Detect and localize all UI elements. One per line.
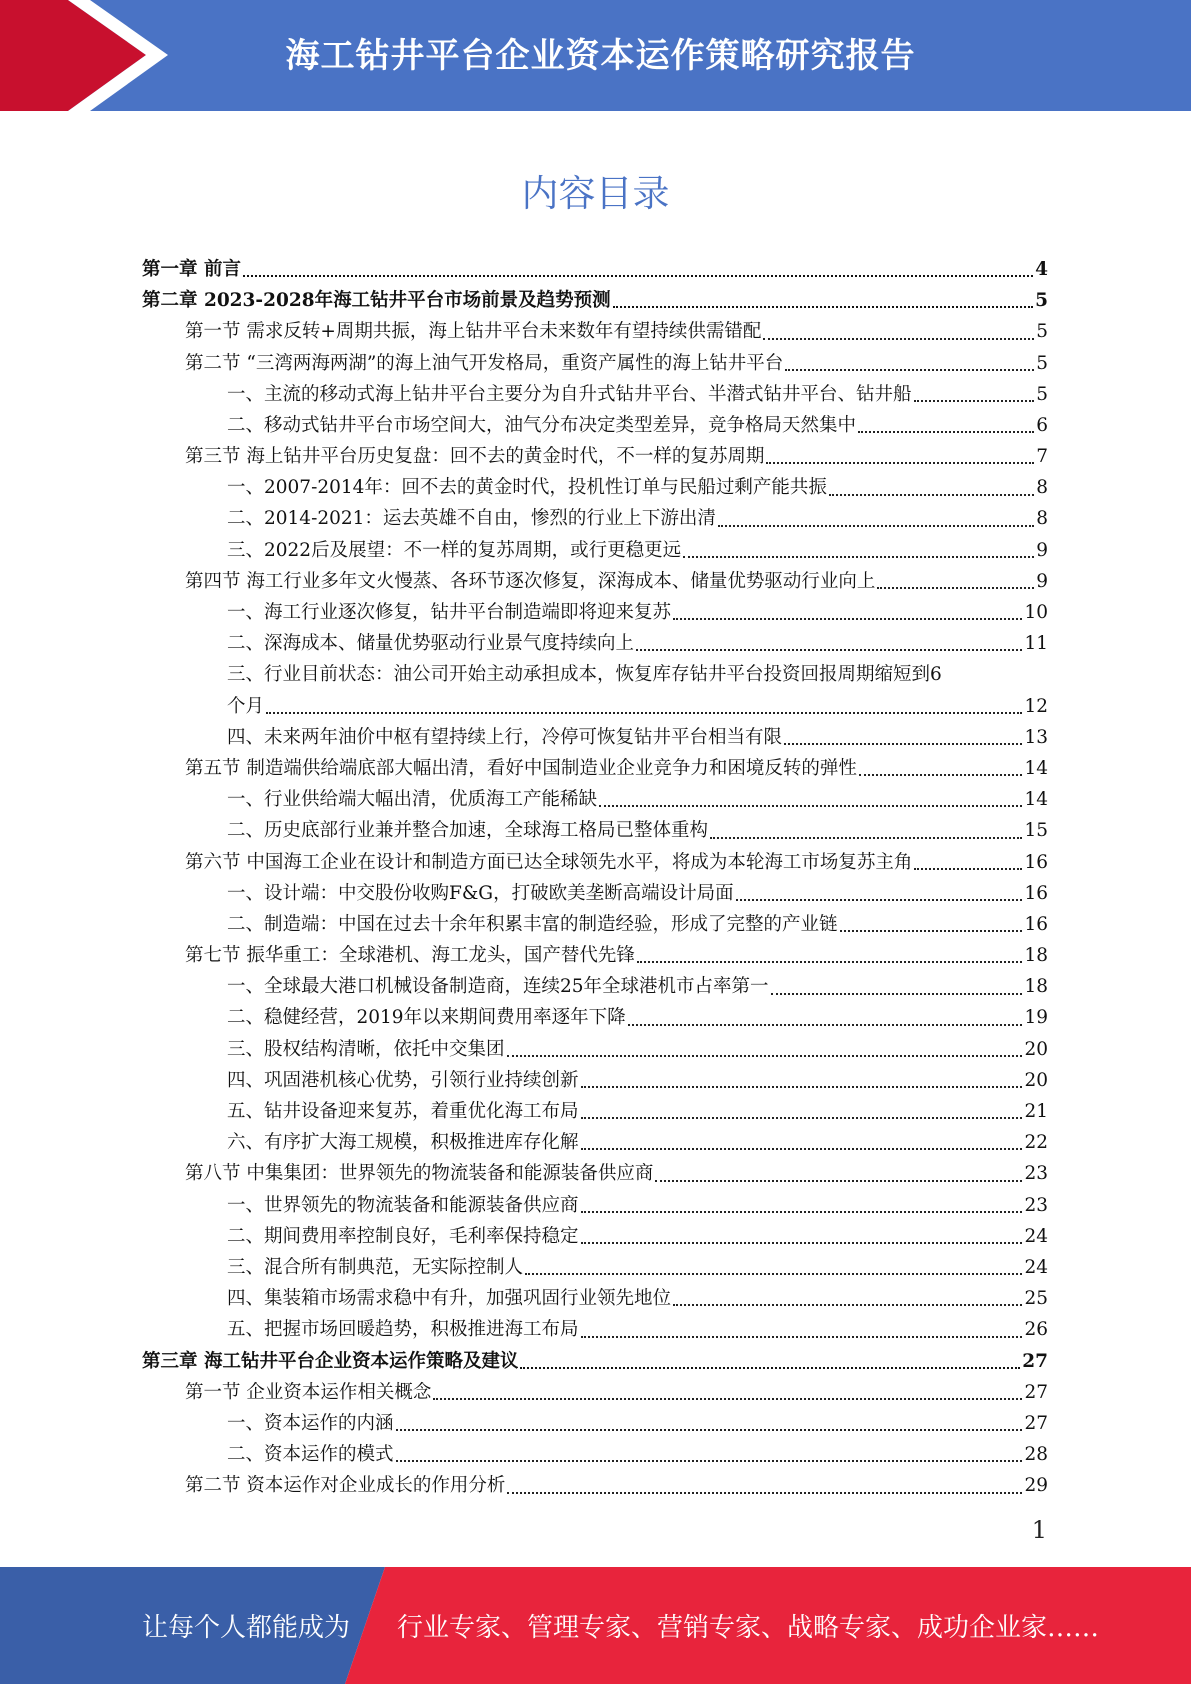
- toc-entry[interactable]: [142, 348, 1048, 379]
- toc-entry[interactable]: [142, 940, 1048, 971]
- toc-entry-text: 二、历史底部行业兼并整合加速，全球海工格局已整体重构: [227, 820, 709, 842]
- toc-leader-dots: [914, 868, 1022, 870]
- toc-entry[interactable]: [142, 1158, 1048, 1189]
- toc-leader-dots: [581, 1086, 1023, 1088]
- toc-entry-text: 第二章 2023-2028年海工钻井平台市场前景及趋势预测: [142, 290, 611, 312]
- toc-page-number: 27: [1022, 1350, 1048, 1372]
- toc-entry-text: 四、巩固港机核心优势，引领行业持续创新: [227, 1069, 579, 1091]
- toc-entry[interactable]: [142, 1252, 1048, 1283]
- toc-entry[interactable]: [142, 1096, 1048, 1127]
- toc-entry-text: 第一节 需求反转+周期共振，海上钻井平台未来数年有望持续供需错配: [185, 321, 762, 343]
- toc-entry-text: 个月: [227, 695, 265, 717]
- toc-entry[interactable]: [142, 379, 1048, 410]
- toc-leader-dots: [396, 1460, 1023, 1462]
- toc-page-number: 5: [1036, 321, 1048, 343]
- toc-leader-dots: [784, 743, 1022, 745]
- toc-entry[interactable]: [142, 1127, 1048, 1158]
- toc-page-number: 12: [1024, 695, 1048, 717]
- toc-page-number: 15: [1024, 820, 1048, 842]
- toc-entry-text: 二、稳健经营，2019年以来期间费用率逐年下降: [227, 1007, 626, 1029]
- footer-slogan-left: 让每个人都能成为: [142, 1613, 351, 1643]
- toc-leader-dots: [683, 556, 1034, 558]
- toc-entry[interactable]: [142, 472, 1048, 503]
- toc-leader-dots: [914, 400, 1035, 402]
- toc-leader-dots: [858, 431, 1034, 433]
- toc-leader-dots: [525, 1273, 1022, 1275]
- toc-leader-dots: [433, 1398, 1022, 1400]
- toc-entry-text: 二、资本运作的模式: [227, 1444, 394, 1466]
- toc-page-number: 5: [1035, 290, 1048, 312]
- toc-entry[interactable]: [142, 784, 1048, 815]
- toc-entry[interactable]: [142, 1408, 1048, 1439]
- toc-leader-dots: [710, 837, 1022, 839]
- toc-entry[interactable]: [142, 316, 1048, 347]
- toc-page-number: 18: [1024, 945, 1048, 967]
- toc-entry-text: 第六节 中国海工企业在设计和制造方面已达全球领先水平，将成为本轮海工市场复苏主角: [185, 851, 913, 873]
- toc-page-number: 14: [1024, 789, 1048, 811]
- toc-entry-text: 第二节 资本运作对企业成长的作用分析: [185, 1475, 506, 1497]
- toc-page-number: 23: [1024, 1163, 1048, 1185]
- toc-leader-dots: [766, 462, 1034, 464]
- toc-entry[interactable]: [142, 504, 1048, 535]
- toc-page-number: 24: [1024, 1225, 1048, 1247]
- page-footer: [0, 1567, 1191, 1684]
- toc-leader-dots: [628, 1024, 1023, 1026]
- toc-entry[interactable]: [142, 1003, 1048, 1034]
- toc-page-number: 24: [1024, 1256, 1048, 1278]
- toc-entry-text: 四、未来两年油价中枢有望持续上行，冷停可恢复钻井平台相当有限: [227, 726, 783, 748]
- toc-leader-dots: [718, 525, 1034, 527]
- toc-entry[interactable]: [142, 1065, 1048, 1096]
- toc-entry[interactable]: [142, 815, 1048, 846]
- toc-leader-dots: [520, 1367, 1020, 1369]
- toc-entry[interactable]: [142, 535, 1048, 566]
- toc-page-number: 20: [1024, 1069, 1048, 1091]
- toc-leader-dots: [581, 1117, 1023, 1119]
- toc-entry[interactable]: [142, 878, 1048, 909]
- toc-page-number: 27: [1024, 1381, 1048, 1403]
- toc-entry[interactable]: [142, 1034, 1048, 1065]
- toc-leader-dots: [736, 899, 1023, 901]
- toc-leader-dots: [266, 712, 1022, 714]
- toc-entry[interactable]: [142, 1190, 1048, 1221]
- toc-entry-text: 三、混合所有制典范，无实际控制人: [227, 1256, 524, 1278]
- toc-page-number: 9: [1036, 570, 1048, 592]
- toc-leader-dots: [655, 1180, 1022, 1182]
- table-of-contents: [142, 254, 1048, 1502]
- toc-leader-dots: [599, 805, 1022, 807]
- toc-leader-dots: [771, 993, 1023, 995]
- toc-page-number: 23: [1024, 1194, 1048, 1216]
- toc-entry-text: 一、2007-2014年：回不去的黄金时代，投机性订单与民船过剩产能共振: [227, 477, 827, 499]
- toc-entry[interactable]: [142, 254, 1048, 285]
- toc-page-number: 21: [1024, 1101, 1048, 1123]
- toc-entry-text: 第四节 海工行业多年文火慢蒸、各环节逐次修复，深海成本、储量优势驱动行业向上: [185, 570, 876, 592]
- toc-page-number: 25: [1024, 1288, 1048, 1310]
- toc-leader-dots: [763, 338, 1034, 340]
- toc-entry[interactable]: [142, 410, 1048, 441]
- toc-entry-text: 三、2022后及展望：不一样的复苏周期，或行更稳更远: [227, 539, 682, 561]
- toc-leader-dots: [507, 1492, 1022, 1494]
- toc-leader-dots: [581, 1242, 1023, 1244]
- toc-entry[interactable]: [142, 628, 1048, 659]
- toc-entry-text: 第二节 “三湾两海两湖”的海上油气开发格局，重资产属性的海上钻井平台: [185, 352, 784, 374]
- toc-entry[interactable]: [142, 1439, 1048, 1470]
- toc-entry[interactable]: [142, 597, 1048, 628]
- toc-entry-text: 第三节 海上钻井平台历史复盘：回不去的黄金时代，不一样的复苏周期: [185, 446, 765, 468]
- toc-page-number: 5: [1036, 352, 1048, 374]
- toc-page-number: 5: [1036, 383, 1048, 405]
- toc-page-number: 8: [1036, 477, 1048, 499]
- toc-leader-dots: [243, 275, 1033, 277]
- toc-entry-text: 第八节 中集集团：世界领先的物流装备和能源装备供应商: [185, 1163, 654, 1185]
- toc-page-number: 28: [1024, 1444, 1048, 1466]
- toc-entry-text: 一、世界领先的物流装备和能源装备供应商: [227, 1194, 579, 1216]
- toc-leader-dots: [581, 1211, 1023, 1213]
- toc-entry-text: 二、制造端：中国在过去十余年积累丰富的制造经验，形成了完整的产业链: [227, 913, 838, 935]
- toc-entry[interactable]: [142, 441, 1048, 472]
- toc-entry-text: 五、钻井设备迎来复苏，着重优化海工布局: [227, 1101, 579, 1123]
- toc-entry-text: 三、行业目前状态：油公司开始主动承担成本，恢复库存钻井平台投资回报周期缩短到6: [227, 664, 942, 686]
- toc-entry-text: 第一章 前言: [142, 258, 241, 280]
- toc-leader-dots: [581, 1148, 1023, 1150]
- toc-entry[interactable]: [142, 1221, 1048, 1252]
- toc-leader-dots: [507, 1055, 1023, 1057]
- toc-entry-text: 二、2014-2021：运去英雄不自由，惨烈的行业上下游出清: [227, 508, 716, 530]
- toc-page-number: 16: [1024, 851, 1048, 873]
- toc-leader-dots: [673, 618, 1022, 620]
- toc-entry-text: 一、全球最大港口机械设备制造商，连续25年全球港机市占率第一: [227, 976, 769, 998]
- toc-entry-text: 二、深海成本、储量优势驱动行业景气度持续向上: [227, 633, 635, 655]
- toc-entry[interactable]: [142, 1377, 1048, 1408]
- page-number: 1: [1031, 1516, 1047, 1544]
- toc-leader-dots: [613, 306, 1034, 308]
- toc-entry[interactable]: [142, 753, 1048, 784]
- toc-entry[interactable]: [142, 1314, 1048, 1345]
- toc-page-number: 20: [1024, 1038, 1048, 1060]
- toc-page-number: 14: [1024, 757, 1048, 779]
- toc-entry-text: 一、设计端：中交股份收购F&G，打破欧美垄断高端设计局面: [227, 882, 734, 904]
- toc-page-number: 18: [1024, 976, 1048, 998]
- toc-entry-text: 一、行业供给端大幅出清，优质海工产能稀缺: [227, 789, 598, 811]
- toc-entry-text: 四、集装箱市场需求稳中有升，加强巩固行业领先地位: [227, 1288, 672, 1310]
- toc-entry[interactable]: [142, 285, 1048, 316]
- toc-page-number: 4: [1035, 258, 1048, 280]
- toc-page-number: 26: [1024, 1319, 1048, 1341]
- toc-page-number: 7: [1036, 446, 1048, 468]
- toc-entry-text: 六、有序扩大海工规模，积极推进库存化解: [227, 1132, 579, 1154]
- toc-entry[interactable]: [142, 659, 1048, 690]
- toc-page-number: 13: [1024, 726, 1048, 748]
- toc-entry[interactable]: [142, 722, 1048, 753]
- toc-leader-dots: [877, 587, 1034, 589]
- toc-entry-text: 二、移动式钻井平台市场空间大，油气分布决定类型差异，竞争格局天然集中: [227, 414, 857, 436]
- toc-leader-dots: [637, 961, 1023, 963]
- toc-page-number: 27: [1024, 1412, 1048, 1434]
- toc-entry-text: 第五节 制造端供给端底部大幅出清，看好中国制造业企业竞争力和困境反转的弹性: [185, 757, 857, 779]
- toc-entry-text: 五、把握市场回暖趋势，积极推进海工布局: [227, 1319, 579, 1341]
- toc-entry[interactable]: [142, 971, 1048, 1002]
- toc-entry-text: 二、期间费用率控制良好，毛利率保持稳定: [227, 1225, 579, 1247]
- toc-page-number: 29: [1024, 1475, 1048, 1497]
- toc-entry[interactable]: [142, 909, 1048, 940]
- toc-page-number: 10: [1024, 602, 1048, 624]
- toc-entry[interactable]: [142, 691, 1048, 722]
- toc-page-number: 11: [1024, 633, 1048, 655]
- toc-entry-text: 一、主流的移动式海上钻井平台主要分为自升式钻井平台、半潜式钻井平台、钻井船: [227, 383, 912, 405]
- toc-page-number: 9: [1036, 539, 1048, 561]
- toc-entry[interactable]: [142, 847, 1048, 878]
- toc-entry[interactable]: [142, 1346, 1048, 1377]
- toc-leader-dots: [840, 930, 1023, 932]
- toc-entry[interactable]: [142, 566, 1048, 597]
- toc-entry[interactable]: [142, 1283, 1048, 1314]
- toc-page-number: 6: [1036, 414, 1048, 436]
- toc-leader-dots: [673, 1304, 1022, 1306]
- toc-entry-text: 第七节 振华重工：全球港机、海工龙头，国产替代先锋: [185, 945, 635, 967]
- toc-page-number: 16: [1024, 882, 1048, 904]
- page-header: [0, 0, 1191, 111]
- toc-entry-text: 第一节 企业资本运作相关概念: [185, 1381, 432, 1403]
- report-title: 海工钻井平台企业资本运作策略研究报告: [285, 36, 916, 76]
- toc-page-number: 16: [1024, 913, 1048, 935]
- footer-slogan-right: 行业专家、管理专家、营销专家、战略专家、成功企业家……: [397, 1613, 1100, 1643]
- toc-page-number: 19: [1024, 1007, 1048, 1029]
- toc-leader-dots: [785, 369, 1034, 371]
- toc-leader-dots: [829, 494, 1034, 496]
- toc-entry-text: 一、资本运作的内涵: [227, 1412, 394, 1434]
- toc-entry-text: 第三章 海工钻井平台企业资本运作策略及建议: [142, 1350, 519, 1372]
- toc-entry-text: 一、海工行业逐次修复，钻井平台制造端即将迎来复苏: [227, 602, 672, 624]
- toc-heading: 内容目录: [521, 172, 670, 215]
- toc-entry-text: 三、股权结构清晰，依托中交集团: [227, 1038, 505, 1060]
- toc-leader-dots: [581, 1336, 1023, 1338]
- toc-entry[interactable]: [142, 1470, 1048, 1501]
- toc-page-number: 8: [1036, 508, 1048, 530]
- toc-page-number: 22: [1024, 1132, 1048, 1154]
- toc-leader-dots: [396, 1429, 1023, 1431]
- toc-leader-dots: [859, 774, 1023, 776]
- toc-leader-dots: [636, 649, 1022, 651]
